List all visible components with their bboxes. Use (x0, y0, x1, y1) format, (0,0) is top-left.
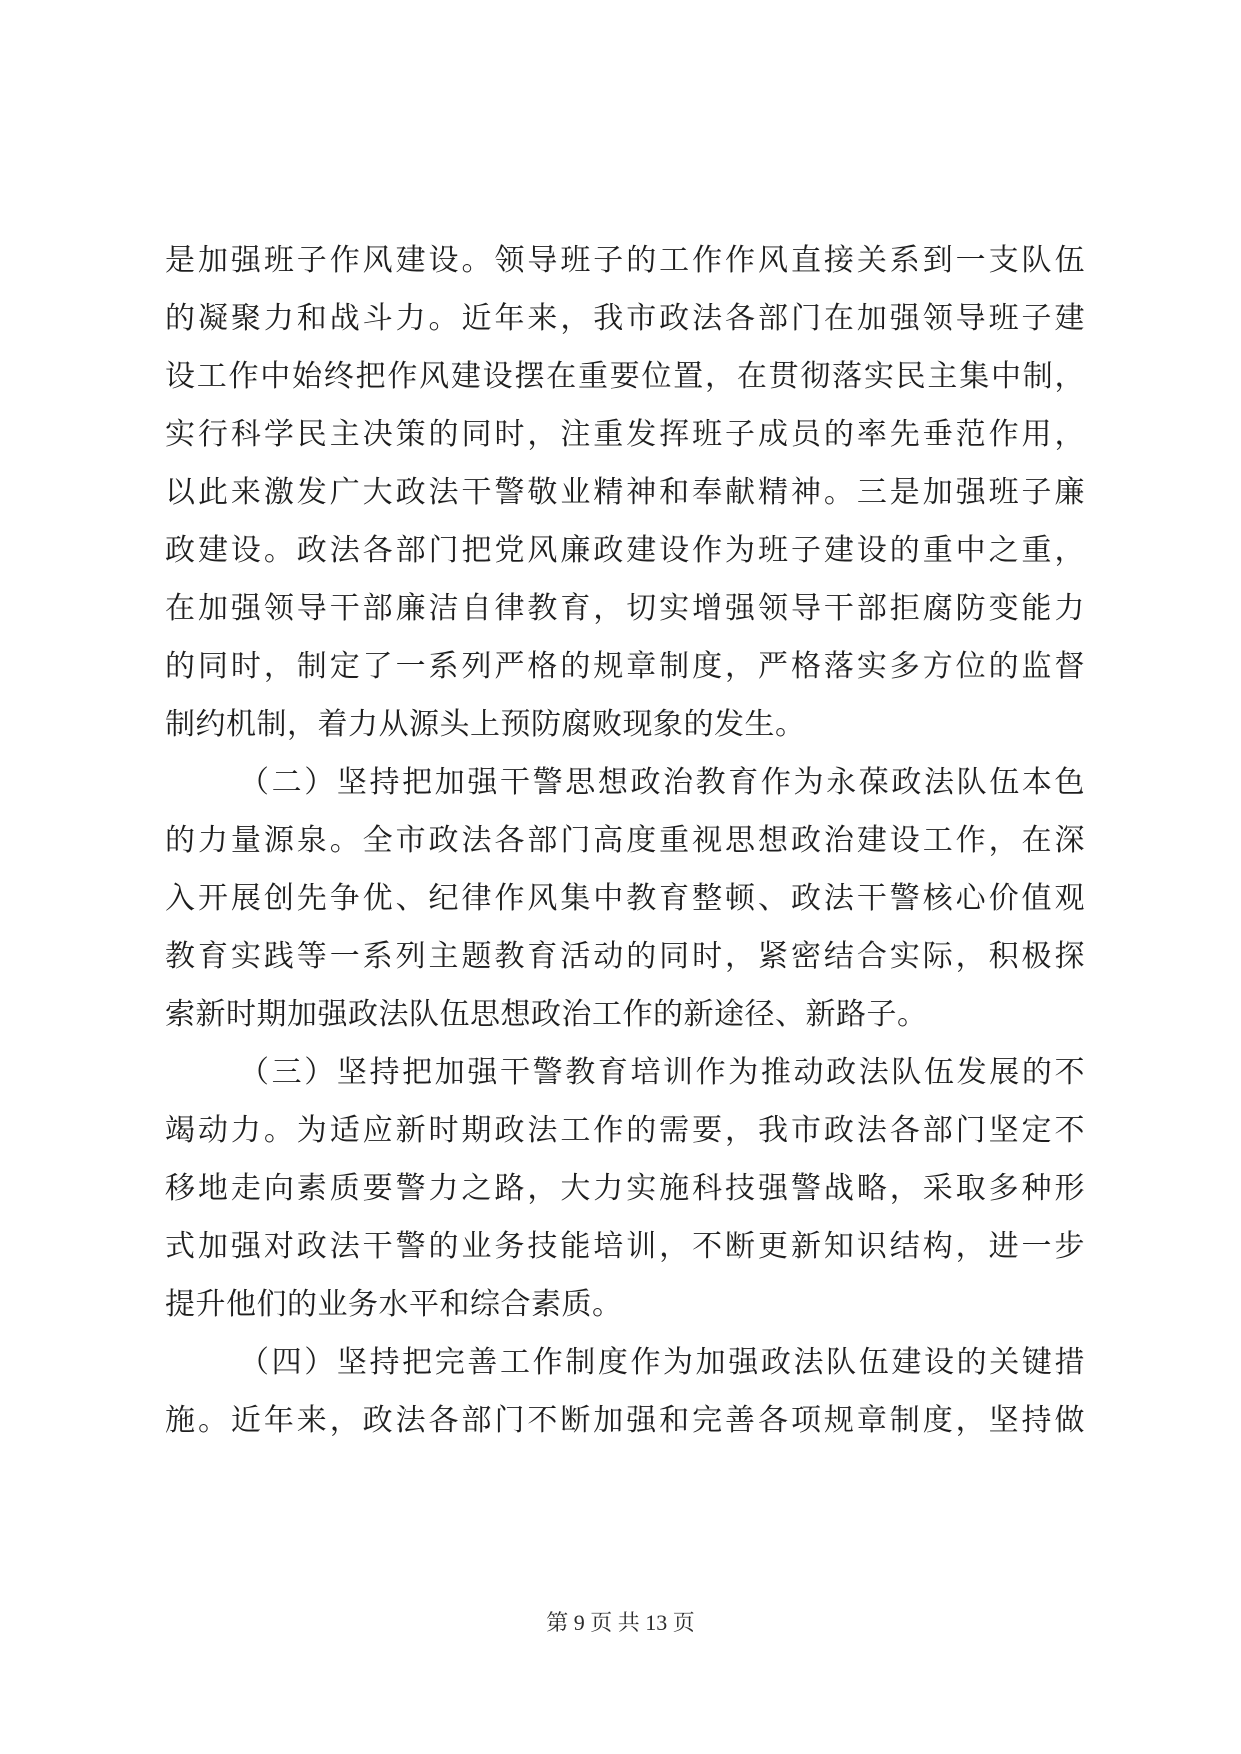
text-line: 索新时期加强政法队伍思想政治工作的新途径、新路子。 (165, 997, 928, 1032)
text-line: 竭动力。为适应新时期政法工作的需要，我市政法各部门坚定不 (165, 1113, 1085, 1148)
text-line: 的力量源泉。全市政法各部门高度重视思想政治建设工作，在深 (165, 823, 1085, 858)
text-line: 的同时，制定了一系列严格的规章制度，严格落实多方位的监督 (165, 649, 1085, 684)
text-line: 设工作中始终把作风建设摆在重要位置，在贯彻落实民主集中制， (165, 359, 1085, 394)
text-line: 是加强班子作风建设。领导班子的工作作风直接关系到一支队伍 (165, 243, 1085, 278)
text-line: 移地走向素质要警力之路，大力实施科技强警战略，采取多种形 (165, 1171, 1085, 1206)
text-line: （三）坚持把加强干警教育培训作为推动政法队伍发展的不 (239, 1055, 1085, 1090)
body-text (165, 232, 1085, 1450)
text-line: （四）坚持把完善工作制度作为加强政法队伍建设的关键措 (239, 1345, 1085, 1380)
text-line: 政建设。政法各部门把党风廉政建设作为班子建设的重中之重， (165, 533, 1085, 568)
text-line: 在加强领导干部廉洁自律教育，切实增强领导干部拒腐防变能力 (165, 591, 1085, 626)
text-line: （二）坚持把加强干警思想政治教育作为永葆政法队伍本色 (239, 765, 1085, 800)
text-line: 以此来激发广大政法干警敬业精神和奉献精神。三是加强班子廉 (165, 475, 1085, 510)
text-line: 式加强对政法干警的业务技能培训，不断更新知识结构，进一步 (165, 1229, 1085, 1264)
page-number-footer: 第 9 页 共 13 页 (546, 1610, 695, 1635)
text-line: 教育实践等一系列主题教育活动的同时，紧密结合实际，积极探 (165, 939, 1085, 974)
text-line: 施。近年来，政法各部门不断加强和完善各项规章制度，坚持做 (165, 1403, 1085, 1438)
text-line: 实行科学民主决策的同时，注重发挥班子成员的率先垂范作用， (165, 417, 1085, 452)
text-line: 制约机制，着力从源头上预防腐败现象的发生。 (165, 707, 806, 742)
text-line: 入开展创先争优、纪律作风集中教育整顿、政法干警核心价值观 (165, 881, 1085, 916)
text-line: 提升他们的业务水平和综合素质。 (165, 1287, 623, 1322)
text-line: 的凝聚力和战斗力。近年来，我市政法各部门在加强领导班子建 (165, 301, 1085, 336)
